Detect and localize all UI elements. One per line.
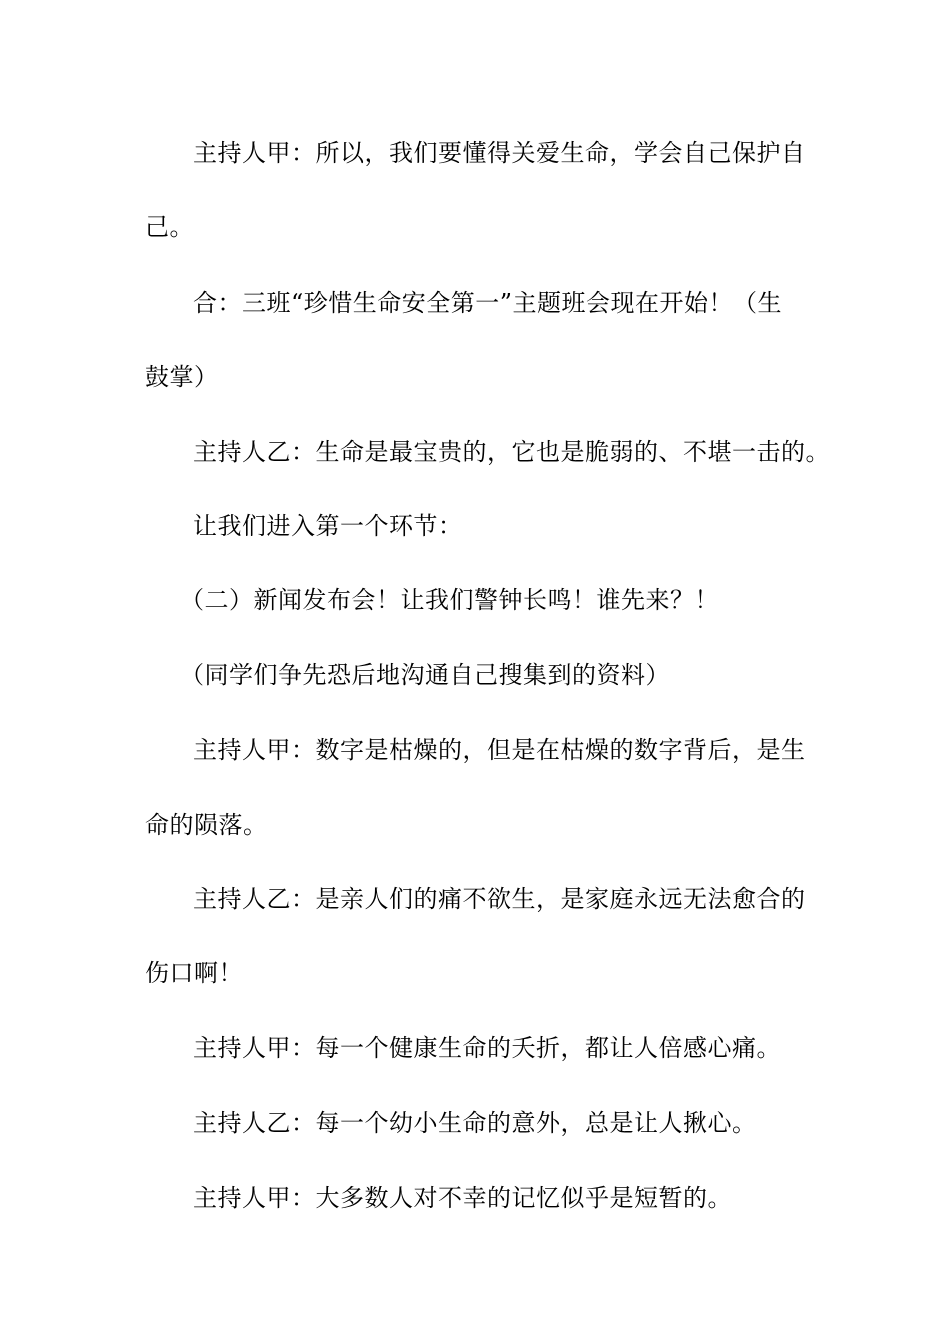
paragraph-line: 鼓掌）: [145, 363, 219, 391]
paragraph-line: 主持人甲：大多数人对不幸的记忆似乎是短暂的。: [193, 1184, 732, 1212]
paragraph-line: 主持人甲：数字是枯燥的，但是在枯燥的数字背后，是生: [193, 736, 806, 764]
paragraph-line: 命的陨落。: [145, 811, 268, 839]
paragraph-line: 主持人乙：生命是最宝贵的，它也是脆弱的、不堪一击的。: [193, 438, 830, 466]
paragraph-line: 主持人乙：是亲人们的痛不欲生，是家庭永远无法愈合的: [193, 885, 806, 913]
paragraph-line: 主持人甲：所以，我们要懂得关爱生命，学会自己保护自: [193, 139, 806, 167]
paragraph-line: 主持人乙：每一个幼小生命的意外，总是让人揪心。: [193, 1109, 757, 1137]
paragraph-line: 主持人甲：每一个健康生命的夭折，都让人倍感心痛。: [193, 1034, 781, 1062]
paragraph-line: 合：三班“珍惜生命安全第一”主题班会现在开始！（生: [193, 289, 783, 317]
paragraph-line: 让我们进入第一个环节：: [193, 512, 463, 540]
paragraph-line: （二）新闻发布会！让我们警钟长鸣！谁先来？！: [180, 586, 719, 614]
paragraph-line: 伤口啊！: [145, 959, 243, 987]
paragraph-line: 己。: [145, 213, 194, 241]
paragraph-line: （同学们争先恐后地沟通自己搜集到的资料）: [180, 661, 670, 689]
